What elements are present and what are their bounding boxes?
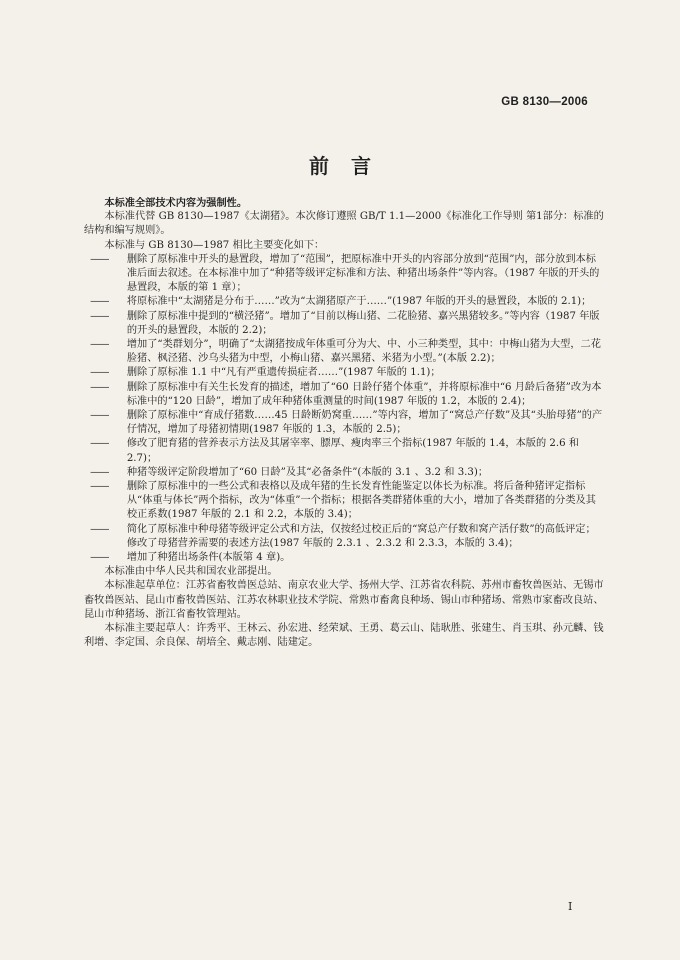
list-item: [84, 310, 604, 338]
change-text: 删除了原标准中“育成仔猪数……45 日龄断奶窝重……”等内容，增加了“窝总产仔数”及其“头胎母猪”的产仔情况，增加了母猪初情期(1987 年版的 1.3，本版的 2.5)；: [126, 410, 603, 436]
dash-marker: ——: [90, 466, 109, 478]
list-item: [84, 381, 604, 409]
page-number: I: [568, 900, 573, 913]
dash-marker: ——: [90, 552, 109, 564]
dash-marker: ——: [90, 410, 109, 422]
proposer-statement: 本标准由中华人民共和国农业部提出。: [104, 566, 278, 578]
list-item: [84, 253, 604, 296]
change-text: 删除了原标准 1.1 中“凡有严重遗传损症者……”(1987 年版的 1.1)；: [126, 367, 441, 379]
dash-marker: ——: [90, 438, 109, 450]
change-text: 删除了原标准中的一些公式和表格以及成年猪的生长发育性能鉴定以体长为标准。将后备种猪评定指标从“体重与体长”两个指标，改为“体重”一个指标；根据各类群猪体重的大小，增加了各类群猪的分类及其校正系数(1987 年版的 2.1 和 2.2，本版的 3.4)；: [126, 481, 596, 521]
list-item: [84, 366, 604, 380]
foreword-body: [84, 196, 604, 651]
dash-marker: ——: [90, 253, 109, 265]
dash-marker: ——: [90, 481, 109, 493]
change-text: 将原标准中“太湖猪是分布于……”改为“太湖猪原产于……”(1987 年版的开头的悬置段，本版的 2.1)；: [126, 296, 592, 308]
change-text: 简化了原标准中种母猪等级评定公式和方法，仅按经过校正后的“窝总产仔数和窝产活仔数”的高低评定；修改了母猪营养需要的表述方法(1987 年版的 2.3.1 、2.3.2 和 2.3.3，本版的 3.4)；: [126, 523, 596, 549]
dash-marker: ——: [90, 310, 109, 322]
page-title: 前言: [309, 154, 393, 178]
dash-marker: ——: [90, 381, 109, 393]
changes-intro: 本标准与 GB 8130—1987 相比主要变化如下：: [104, 239, 325, 251]
change-text: 增加了“类群划分”，明确了“太湖猪按成年体重可分为大、中、小三种类型，其中：中梅山猪为大型，二花脸猪、枫泾猪、沙乌头猪为中型，小梅山猪、嘉兴黑猪、米猪为小型。”(本版 2.2)；: [126, 339, 601, 365]
list-item: [84, 480, 604, 523]
dash-marker: ——: [90, 296, 109, 308]
change-text: 删除了原标准中有关生长发育的描述，增加了“60 日龄仔猪个体重”，并将原标准中“6 月龄后备猪”改为本标准中的“120 日龄”，增加了成年种猪体重测量的时间(1987 年版的 1.2，本版的 2.4)；: [126, 381, 602, 407]
dash-marker: ——: [90, 523, 109, 535]
dash-marker: ——: [90, 367, 109, 379]
changes-list: [84, 253, 604, 565]
drafters: 本标准主要起草人：许秀平、王林云、孙宏进、经荣斌、王勇、葛云山、陆耿胜、张建生、肖玉琪、孙元麟、钱利增、李定国、余良保、胡培全、戴志刚、陆建定。: [84, 623, 604, 649]
replacement-statement: 本标准代替 GB 8130—1987《太湖猪》。本次修订遵照 GB/T 1.1—2000《标准化工作导则 第1部分：标准的结构和编写规则》。: [84, 211, 604, 237]
change-text: 种猪等级评定阶段增加了“60 日龄”及其“必备条件”(本版的 3.1 、3.2 和 3.3)；: [126, 466, 489, 478]
list-item: [84, 551, 604, 565]
change-text: 删除了原标准中提到的“横泾猪”。增加了“目前以梅山猪、二花脸猪、嘉兴黑猪较多。”等内容（1987 年版的开头的悬置段，本版的 2.2)；: [126, 310, 600, 336]
list-item: [84, 466, 604, 480]
dash-marker: ——: [90, 339, 109, 351]
change-text: 删除了原标准中开头的悬置段，增加了“范围”，把原标准中开头的内容部分放到“范围”内，部分放到本标准后面去叙述。在本标准中加了“种猪等级评定标准和方法、种猪出场条件”等内容。（1987 年版的开头的悬置段，本版的第 1 章）；: [126, 253, 600, 294]
list-item: [84, 437, 604, 465]
list-item: [84, 409, 604, 437]
drafting-units: 本标准起草单位：江苏省畜牧兽医总站、南京农业大学、扬州大学、江苏省农科院、苏州市畜牧兽医站、无锡市畜牧兽医站、昆山市畜牧兽医站、江苏农林职业技术学院、常熟市畜禽良种场、锡山市种猪场、常熟市家畜改良站、昆山市种猪场、浙江省畜牧管理站。: [84, 580, 604, 620]
list-item: [84, 295, 604, 309]
standard-number: GB 8130—2006: [501, 96, 588, 108]
list-item: [84, 338, 604, 366]
list-item: [84, 523, 604, 551]
change-text: 修改了肥育猪的营养表示方法及其屠宰率、膘厚、瘦肉率三个指标(1987 年版的 1.4，本版的 2.6 和 2.7)；: [126, 438, 580, 464]
change-text: 增加了种猪出场条件(本版第 4 章)。: [126, 552, 291, 564]
mandatory-statement: 本标准全部技术内容为强制性。: [104, 197, 248, 209]
